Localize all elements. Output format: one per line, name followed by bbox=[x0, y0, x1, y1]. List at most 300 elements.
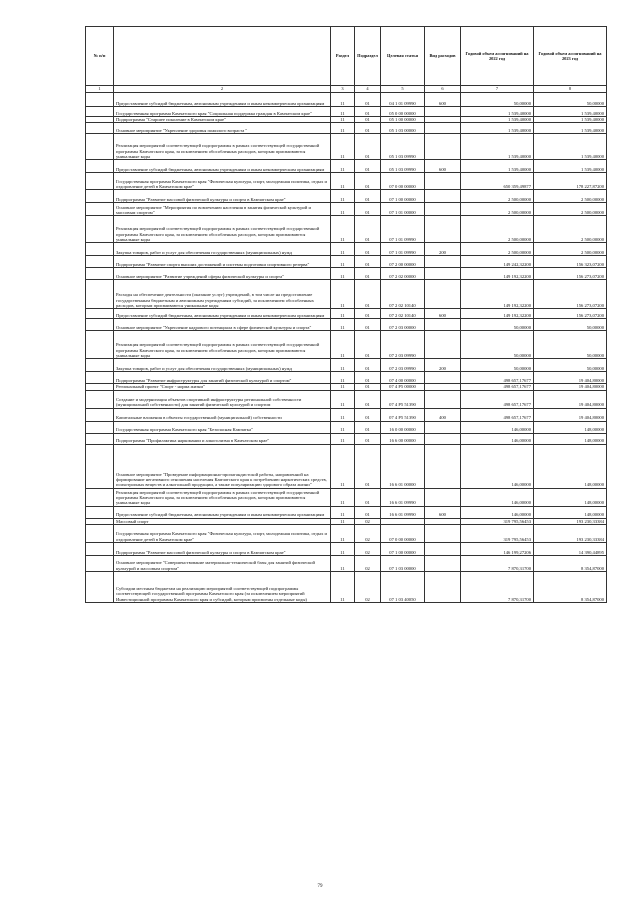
row-num-cell bbox=[86, 331, 114, 359]
row-razdel-cell: 11 bbox=[331, 444, 355, 488]
row-vid-cell: 600 bbox=[425, 506, 461, 518]
row-name-cell: Реализация мероприятий соответствующей подпрограммы в рамках соответствующей государственной программы Камчатского края, за исключением обособленных расходов, которым присваиваются уникальные коды bbox=[114, 134, 331, 160]
table-row bbox=[86, 331, 607, 359]
row-2022-cell: 498 657,17677 bbox=[461, 372, 534, 384]
row-target-cell: 07 1 03 40050 bbox=[381, 572, 425, 603]
row-target-cell: 16 6 00 00000 bbox=[381, 433, 425, 444]
table-row bbox=[86, 572, 607, 603]
table-header-row bbox=[86, 27, 607, 86]
row-razdel-cell: 11 bbox=[331, 556, 355, 572]
row-2023-cell: 1 539,40000 bbox=[534, 134, 607, 160]
col-number: 3 bbox=[331, 86, 355, 93]
row-num-cell bbox=[86, 280, 114, 309]
row-target-cell: 07 2 03 09990 bbox=[381, 331, 425, 359]
col-number: 1 bbox=[86, 86, 114, 93]
row-razdel-cell: 11 bbox=[331, 372, 355, 384]
row-name-cell: Государственная программа Камчатского края "Социальная поддержка граждан в Камчатском крае" bbox=[114, 107, 331, 117]
row-2023-cell: 2 500,00000 bbox=[534, 243, 607, 256]
row-podrazdel-cell: 01 bbox=[355, 268, 381, 280]
row-razdel-cell: 11 bbox=[331, 433, 355, 444]
row-target-cell: 07 2 02 10140 bbox=[381, 280, 425, 309]
row-vid-cell: 600 bbox=[425, 93, 461, 107]
row-podrazdel-cell: 01 bbox=[355, 506, 381, 518]
row-name-cell: Расходы на обеспечение деятельности (оказание услуг) учреждений, в том числе на предоставление государственным бюджетным и автономным учреждениям субсидий, за исключением обособленных расходов, которым присваиваются уникальные коды bbox=[114, 280, 331, 309]
row-vid-cell bbox=[425, 488, 461, 506]
row-2023-cell: 1 539,40000 bbox=[534, 107, 607, 117]
row-name-cell: Подпрограмма "Развитие массовой физической культуры и спорта в Камчатском крае" bbox=[114, 543, 331, 556]
row-2023-cell: 156 273,07200 bbox=[534, 309, 607, 319]
table-row bbox=[86, 359, 607, 372]
row-name-cell: Капитальные вложения в объекты государственной (муниципальной) собственности bbox=[114, 408, 331, 421]
row-2023-cell: 19 404,80000 bbox=[534, 390, 607, 408]
row-2022-cell: 2 500,00000 bbox=[461, 243, 534, 256]
row-num-cell bbox=[86, 309, 114, 319]
row-podrazdel-cell: 01 bbox=[355, 488, 381, 506]
table-row bbox=[86, 525, 607, 543]
row-2023-cell: 148,00000 bbox=[534, 488, 607, 506]
row-2022-cell: 7 870,31700 bbox=[461, 572, 534, 603]
row-target-cell: 07 1 01 00000 bbox=[381, 203, 425, 216]
row-2023-cell: 8 354,87000 bbox=[534, 572, 607, 603]
table-row bbox=[86, 543, 607, 556]
table-row bbox=[86, 372, 607, 384]
row-vid-cell bbox=[425, 268, 461, 280]
row-name-cell: Основное мероприятие "Укрепление здоровья пожилого возраста " bbox=[114, 123, 331, 134]
row-name-cell: Основное мероприятие "Развитие учреждений сферы физической культуры и спорта" bbox=[114, 268, 331, 280]
budget-table-sheet bbox=[85, 26, 606, 603]
row-vid-cell bbox=[425, 319, 461, 331]
row-razdel-cell: 11 bbox=[331, 280, 355, 309]
row-num-cell bbox=[86, 359, 114, 372]
row-name-cell: Создание и модернизация объектов спортивной инфраструктуры региональной собственности (муниципальной собственности) для занятий физической культурой и спортом bbox=[114, 390, 331, 408]
row-name-cell: Реализация мероприятий соответствующей подпрограммы в рамках соответствующей государственной программы Камчатского края, за исключением обособленных расходов, которым присваиваются уникальные коды bbox=[114, 216, 331, 243]
row-razdel-cell: 11 bbox=[331, 160, 355, 173]
col-number: 5 bbox=[381, 86, 425, 93]
row-2022-cell: 650 359,49877 bbox=[461, 173, 534, 190]
table-row bbox=[86, 506, 607, 518]
row-2023-cell: 2 500,00000 bbox=[534, 203, 607, 216]
row-num-cell bbox=[86, 488, 114, 506]
row-2022-cell: 146,00000 bbox=[461, 433, 534, 444]
row-target-cell: 07 2 03 09990 bbox=[381, 359, 425, 372]
header-target: Целевая статья bbox=[381, 27, 425, 86]
row-razdel-cell: 11 bbox=[331, 543, 355, 556]
row-target-cell: 05 1 03 00000 bbox=[381, 123, 425, 134]
header-num: № п/п bbox=[86, 27, 114, 86]
row-num-cell bbox=[86, 319, 114, 331]
row-podrazdel-cell: 01 bbox=[355, 256, 381, 268]
row-num-cell bbox=[86, 203, 114, 216]
row-vid-cell: 200 bbox=[425, 359, 461, 372]
row-name-cell: Предоставление субсидий бюджетным, автономным учреждениям и иным некоммерческим организациям bbox=[114, 160, 331, 173]
row-num-cell bbox=[86, 390, 114, 408]
row-vid-cell bbox=[425, 280, 461, 309]
row-2023-cell: 2 500,00000 bbox=[534, 190, 607, 203]
row-2023-cell: 2 500,00000 bbox=[534, 216, 607, 243]
row-num-cell bbox=[86, 556, 114, 572]
table-row bbox=[86, 421, 607, 433]
row-podrazdel-cell: 01 bbox=[355, 190, 381, 203]
row-2023-cell: 50,00000 bbox=[534, 93, 607, 107]
header-vid: Вид расходов bbox=[425, 27, 461, 86]
row-razdel-cell: 11 bbox=[331, 384, 355, 390]
table-row bbox=[86, 309, 607, 319]
row-target-cell: 05 1 00 00000 bbox=[381, 117, 425, 123]
row-2022-cell: 2 500,00000 bbox=[461, 190, 534, 203]
row-2023-cell: 1 539,40000 bbox=[534, 117, 607, 123]
row-vid-cell bbox=[425, 173, 461, 190]
header-podrazdel: Подраздел bbox=[355, 27, 381, 86]
row-podrazdel-cell: 01 bbox=[355, 309, 381, 319]
table-row bbox=[86, 444, 607, 488]
row-vid-cell bbox=[425, 390, 461, 408]
row-name-cell: Предоставление субсидий бюджетным, автономным учреждениям и иным некоммерческим организациям bbox=[114, 506, 331, 518]
row-num-cell bbox=[86, 408, 114, 421]
row-razdel-cell: 11 bbox=[331, 572, 355, 603]
row-razdel-cell: 11 bbox=[331, 421, 355, 433]
row-2022-cell: 149 242,32200 bbox=[461, 256, 534, 268]
row-vid-cell bbox=[425, 543, 461, 556]
row-vid-cell bbox=[425, 331, 461, 359]
budget-table bbox=[85, 26, 607, 603]
col-number: 7 bbox=[461, 86, 534, 93]
row-target-cell: 07 0 00 00000 bbox=[381, 173, 425, 190]
table-row bbox=[86, 203, 607, 216]
row-podrazdel-cell: 01 bbox=[355, 107, 381, 117]
row-num-cell bbox=[86, 243, 114, 256]
row-podrazdel-cell: 01 bbox=[355, 408, 381, 421]
row-podrazdel-cell: 01 bbox=[355, 216, 381, 243]
row-2022-cell: 149 192,32200 bbox=[461, 309, 534, 319]
row-target-cell: 07 4 00 00000 bbox=[381, 372, 425, 384]
table-row bbox=[86, 319, 607, 331]
row-name-cell: Подпрограмма "Развитие массовой физической культуры и спорта в Камчатском крае" bbox=[114, 190, 331, 203]
col-number: 4 bbox=[355, 86, 381, 93]
row-2023-cell: 148,00000 bbox=[534, 444, 607, 488]
table-row bbox=[86, 268, 607, 280]
row-num-cell bbox=[86, 525, 114, 543]
row-razdel-cell: 11 bbox=[331, 203, 355, 216]
row-name-cell: Закупка товаров, работ и услуг для обеспечения государственных (муниципальных) нужд bbox=[114, 359, 331, 372]
table-row bbox=[86, 173, 607, 190]
row-2023-cell: 19 404,80000 bbox=[534, 408, 607, 421]
row-vid-cell: 600 bbox=[425, 309, 461, 319]
row-razdel-cell: 11 bbox=[331, 123, 355, 134]
row-num-cell bbox=[86, 123, 114, 134]
row-vid-cell bbox=[425, 525, 461, 543]
header-2023: Годовой объем ассигнований на 2023 год bbox=[534, 27, 607, 86]
row-name-cell: Предоставление субсидий бюджетным, автономным учреждениям и иным некоммерческим организациям bbox=[114, 309, 331, 319]
row-podrazdel-cell: 02 bbox=[355, 556, 381, 572]
row-name-cell: Государственная программа Камчатского края "Физическая культура, спорт, молодежная политика, отдых и оздоровление детей в Камчатском крае" bbox=[114, 173, 331, 190]
row-2022-cell: 319 795,56453 bbox=[461, 518, 534, 524]
row-name-cell: Региональный проект "Спорт - норма жизни" bbox=[114, 384, 331, 390]
row-target-cell: 05 1 03 09990 bbox=[381, 160, 425, 173]
row-target-cell: 16 6 01 09990 bbox=[381, 488, 425, 506]
row-name-cell: Основное мероприятие "Укрепление кадрового потенциала в сфере физической культуры и спорта" bbox=[114, 319, 331, 331]
row-2022-cell: 7 870,31700 bbox=[461, 556, 534, 572]
row-name-cell: Подпрограмма "Старшее поколение в Камчатском крае" bbox=[114, 117, 331, 123]
row-podrazdel-cell: 01 bbox=[355, 319, 381, 331]
row-podrazdel-cell: 01 bbox=[355, 160, 381, 173]
table-row bbox=[86, 243, 607, 256]
row-2023-cell: 1 539,40000 bbox=[534, 160, 607, 173]
row-razdel-cell: 11 bbox=[331, 518, 355, 524]
row-podrazdel-cell: 01 bbox=[355, 372, 381, 384]
row-2022-cell: 319 795,56453 bbox=[461, 525, 534, 543]
row-vid-cell bbox=[425, 256, 461, 268]
row-2022-cell: 50,00000 bbox=[461, 319, 534, 331]
row-vid-cell bbox=[425, 203, 461, 216]
row-target-cell: 07 2 00 00000 bbox=[381, 256, 425, 268]
row-razdel-cell: 11 bbox=[331, 256, 355, 268]
table-row bbox=[86, 134, 607, 160]
row-podrazdel-cell: 01 bbox=[355, 359, 381, 372]
row-vid-cell bbox=[425, 556, 461, 572]
column-number-row bbox=[86, 86, 607, 93]
row-podrazdel-cell: 01 bbox=[355, 123, 381, 134]
row-2022-cell: 1 539,40000 bbox=[461, 117, 534, 123]
row-razdel-cell: 11 bbox=[331, 93, 355, 107]
row-2022-cell: 1 539,40000 bbox=[461, 134, 534, 160]
row-name-cell: Подпрограмма "Профилактика наркомании и алкоголизма в Камчатском крае" bbox=[114, 433, 331, 444]
row-2023-cell: 148,00000 bbox=[534, 433, 607, 444]
table-row bbox=[86, 107, 607, 117]
row-target-cell: 07 2 02 00000 bbox=[381, 268, 425, 280]
table-row bbox=[86, 216, 607, 243]
row-2022-cell: 149 192,32200 bbox=[461, 280, 534, 309]
row-target-cell: 07 1 00 00000 bbox=[381, 543, 425, 556]
row-razdel-cell: 11 bbox=[331, 408, 355, 421]
row-2022-cell: 498 657,17677 bbox=[461, 408, 534, 421]
row-num-cell bbox=[86, 190, 114, 203]
row-2023-cell: 156 323,07200 bbox=[534, 256, 607, 268]
row-num-cell bbox=[86, 93, 114, 107]
row-target-cell: 16 6 01 00000 bbox=[381, 444, 425, 488]
row-razdel-cell: 11 bbox=[331, 359, 355, 372]
row-razdel-cell: 11 bbox=[331, 216, 355, 243]
row-name-cell: Подпрограмма "Развитие спорта высших достижений и системы подготовки спортивного резерва" bbox=[114, 256, 331, 268]
table-body bbox=[86, 93, 607, 603]
row-num-cell bbox=[86, 506, 114, 518]
row-razdel-cell: 11 bbox=[331, 117, 355, 123]
row-num-cell bbox=[86, 256, 114, 268]
row-podrazdel-cell: 01 bbox=[355, 243, 381, 256]
row-name-cell: Подпрограмма "Развитие инфраструктуры для занятий физической культурой и спортом" bbox=[114, 372, 331, 384]
row-podrazdel-cell: 01 bbox=[355, 331, 381, 359]
row-podrazdel-cell: 01 bbox=[355, 203, 381, 216]
row-num-cell bbox=[86, 173, 114, 190]
row-num-cell bbox=[86, 421, 114, 433]
row-target-cell: 07 2 02 10140 bbox=[381, 309, 425, 319]
header-2022: Годовой объем ассигнований на 2022 год bbox=[461, 27, 534, 86]
row-2022-cell: 50,00000 bbox=[461, 359, 534, 372]
row-2023-cell: 14 390,44895 bbox=[534, 543, 607, 556]
row-podrazdel-cell: 02 bbox=[355, 518, 381, 524]
row-2022-cell: 146,00000 bbox=[461, 488, 534, 506]
row-num-cell bbox=[86, 107, 114, 117]
row-razdel-cell: 11 bbox=[331, 107, 355, 117]
row-2023-cell: 156 273,07200 bbox=[534, 268, 607, 280]
table-row bbox=[86, 433, 607, 444]
row-target-cell: 16 0 00 00000 bbox=[381, 421, 425, 433]
row-target-cell: 07 1 00 00000 bbox=[381, 190, 425, 203]
row-name-cell: Основное мероприятие "Мероприятия по вовлечению населения в занятия физической культурой и массовым спортом" bbox=[114, 203, 331, 216]
row-num-cell bbox=[86, 160, 114, 173]
row-num-cell bbox=[86, 372, 114, 384]
row-name-cell: Субсидии местным бюджетам на реализацию мероприятий соответствующей подпрограммы соответствующей государственной программы Камчатского края (за исключением мероприятий Инвестиционной программы Камчатского края и субсидий, которым присвоены отдельные коды) bbox=[114, 572, 331, 603]
row-2022-cell: 149 192,32200 bbox=[461, 268, 534, 280]
row-name-cell: Основное мероприятие "Проведение информационно-пропагандистской работы, направленной на формирование негативного отношения населения Камчатского края к потреблению наркотических средств, психотропных веществ и алкогольной продукции, а также популяризацию здорового образа жизни" bbox=[114, 444, 331, 488]
row-target-cell: 04 1 01 09990 bbox=[381, 93, 425, 107]
row-num-cell bbox=[86, 444, 114, 488]
col-number: 8 bbox=[534, 86, 607, 93]
row-razdel-cell: 11 bbox=[331, 488, 355, 506]
page-number: 79 bbox=[317, 884, 323, 889]
row-vid-cell bbox=[425, 433, 461, 444]
row-2023-cell: 148,00000 bbox=[534, 506, 607, 518]
row-2023-cell: 178 227,87200 bbox=[534, 173, 607, 190]
row-razdel-cell: 11 bbox=[331, 390, 355, 408]
row-razdel-cell: 11 bbox=[331, 134, 355, 160]
row-podrazdel-cell: 01 bbox=[355, 421, 381, 433]
row-2023-cell: 50,00000 bbox=[534, 331, 607, 359]
row-vid-cell: 200 bbox=[425, 243, 461, 256]
row-razdel-cell: 11 bbox=[331, 331, 355, 359]
row-2022-cell: 146,00000 bbox=[461, 444, 534, 488]
row-name-cell: Государственная программа Камчатского края "Безопасная Камчатка" bbox=[114, 421, 331, 433]
row-vid-cell bbox=[425, 123, 461, 134]
row-2023-cell: 193 230,33384 bbox=[534, 518, 607, 524]
table-row bbox=[86, 123, 607, 134]
header-razdel: Раздел bbox=[331, 27, 355, 86]
row-vid-cell bbox=[425, 444, 461, 488]
row-target-cell: 07 0 00 00000 bbox=[381, 525, 425, 543]
row-2023-cell: 193 230,33384 bbox=[534, 525, 607, 543]
table-row bbox=[86, 256, 607, 268]
row-name-cell: Реализация мероприятий соответствующей подпрограммы в рамках соответствующей государственной программы Камчатского края, за исключением обособленных расходов, которым присваиваются уникальные коды bbox=[114, 331, 331, 359]
row-2023-cell: 50,00000 bbox=[534, 319, 607, 331]
row-num-cell bbox=[86, 543, 114, 556]
row-2023-cell: 8 354,87000 bbox=[534, 556, 607, 572]
row-vid-cell bbox=[425, 134, 461, 160]
row-name-cell: Предоставление субсидий бюджетным, автономным учреждениям и иным некоммерческим организациям bbox=[114, 93, 331, 107]
row-2022-cell: 50,00000 bbox=[461, 331, 534, 359]
row-podrazdel-cell: 01 bbox=[355, 444, 381, 488]
row-name-cell: Массовый спорт bbox=[114, 518, 331, 524]
table-row bbox=[86, 160, 607, 173]
row-vid-cell bbox=[425, 107, 461, 117]
row-num-cell bbox=[86, 572, 114, 603]
row-podrazdel-cell: 01 bbox=[355, 280, 381, 309]
row-vid-cell bbox=[425, 572, 461, 603]
row-target-cell: 07 4 P5 51390 bbox=[381, 390, 425, 408]
header-name bbox=[114, 27, 331, 86]
row-podrazdel-cell: 02 bbox=[355, 543, 381, 556]
row-podrazdel-cell: 01 bbox=[355, 134, 381, 160]
table-row bbox=[86, 556, 607, 572]
col-number: 6 bbox=[425, 86, 461, 93]
row-2022-cell: 146,00000 bbox=[461, 506, 534, 518]
row-2023-cell: 50,00000 bbox=[534, 359, 607, 372]
row-vid-cell bbox=[425, 372, 461, 384]
row-podrazdel-cell: 01 bbox=[355, 117, 381, 123]
row-name-cell: Закупка товаров, работ и услуг для обеспечения государственных (муниципальных) нужд bbox=[114, 243, 331, 256]
row-vid-cell bbox=[425, 190, 461, 203]
row-2023-cell: 19 404,80000 bbox=[534, 372, 607, 384]
row-2022-cell: 498 657,17677 bbox=[461, 384, 534, 390]
row-target-cell: 07 1 03 00000 bbox=[381, 556, 425, 572]
row-podrazdel-cell: 01 bbox=[355, 390, 381, 408]
row-vid-cell bbox=[425, 421, 461, 433]
table-row bbox=[86, 390, 607, 408]
row-name-cell: Основное мероприятие "Совершенствование материально-технической базы для занятий физической культурой и массовым спортом" bbox=[114, 556, 331, 572]
row-2022-cell: 1 539,40000 bbox=[461, 123, 534, 134]
row-vid-cell: 600 bbox=[425, 160, 461, 173]
row-target-cell: 07 1 01 09990 bbox=[381, 243, 425, 256]
row-razdel-cell: 11 bbox=[331, 190, 355, 203]
row-2023-cell: 19 404,80000 bbox=[534, 384, 607, 390]
row-num-cell bbox=[86, 433, 114, 444]
row-2023-cell: 1 539,40000 bbox=[534, 123, 607, 134]
row-razdel-cell: 11 bbox=[331, 506, 355, 518]
table-row bbox=[86, 93, 607, 107]
row-2022-cell: 2 500,00000 bbox=[461, 203, 534, 216]
row-2023-cell: 156 273,07200 bbox=[534, 280, 607, 309]
row-name-cell: Государственная программа Камчатского края "Физическая культура, спорт, молодежная политика, отдых и оздоровление детей в Камчатском крае" bbox=[114, 525, 331, 543]
row-2022-cell: 1 539,40000 bbox=[461, 160, 534, 173]
row-razdel-cell: 11 bbox=[331, 243, 355, 256]
col-number: 2 bbox=[114, 86, 331, 93]
row-target-cell: 07 1 01 09990 bbox=[381, 216, 425, 243]
row-2023-cell: 148,00000 bbox=[534, 421, 607, 433]
row-target-cell: 05 1 03 09990 bbox=[381, 134, 425, 160]
row-razdel-cell: 11 bbox=[331, 309, 355, 319]
row-num-cell bbox=[86, 268, 114, 280]
row-target-cell: 16 6 01 09990 bbox=[381, 506, 425, 518]
row-2022-cell: 1 539,40000 bbox=[461, 107, 534, 117]
row-target-cell: 07 2 03 00000 bbox=[381, 319, 425, 331]
row-podrazdel-cell: 01 bbox=[355, 173, 381, 190]
row-podrazdel-cell: 01 bbox=[355, 93, 381, 107]
row-razdel-cell: 11 bbox=[331, 319, 355, 331]
row-vid-cell bbox=[425, 216, 461, 243]
table-row bbox=[86, 280, 607, 309]
row-2022-cell: 146 199,27206 bbox=[461, 543, 534, 556]
row-2022-cell: 2 500,00000 bbox=[461, 216, 534, 243]
row-2022-cell: 146,00000 bbox=[461, 421, 534, 433]
row-vid-cell: 400 bbox=[425, 408, 461, 421]
row-2022-cell: 50,00000 bbox=[461, 93, 534, 107]
row-target-cell: 05 0 00 00000 bbox=[381, 107, 425, 117]
row-podrazdel-cell: 02 bbox=[355, 572, 381, 603]
row-podrazdel-cell: 02 bbox=[355, 525, 381, 543]
row-num-cell bbox=[86, 134, 114, 160]
row-target-cell: 07 4 P5 51390 bbox=[381, 408, 425, 421]
table-row bbox=[86, 190, 607, 203]
row-target-cell: 07 4 P5 00000 bbox=[381, 384, 425, 390]
row-razdel-cell: 11 bbox=[331, 268, 355, 280]
row-num-cell bbox=[86, 216, 114, 243]
row-razdel-cell: 11 bbox=[331, 173, 355, 190]
row-podrazdel-cell: 01 bbox=[355, 433, 381, 444]
row-2022-cell: 498 657,17677 bbox=[461, 390, 534, 408]
table-row bbox=[86, 488, 607, 506]
row-razdel-cell: 11 bbox=[331, 525, 355, 543]
table-row bbox=[86, 408, 607, 421]
row-podrazdel-cell: 01 bbox=[355, 384, 381, 390]
row-name-cell: Реализация мероприятий соответствующей подпрограммы в рамках соответствующей государственной программы Камчатского края, за исключением обособленных расходов, которым присваиваются уникальные коды bbox=[114, 488, 331, 506]
